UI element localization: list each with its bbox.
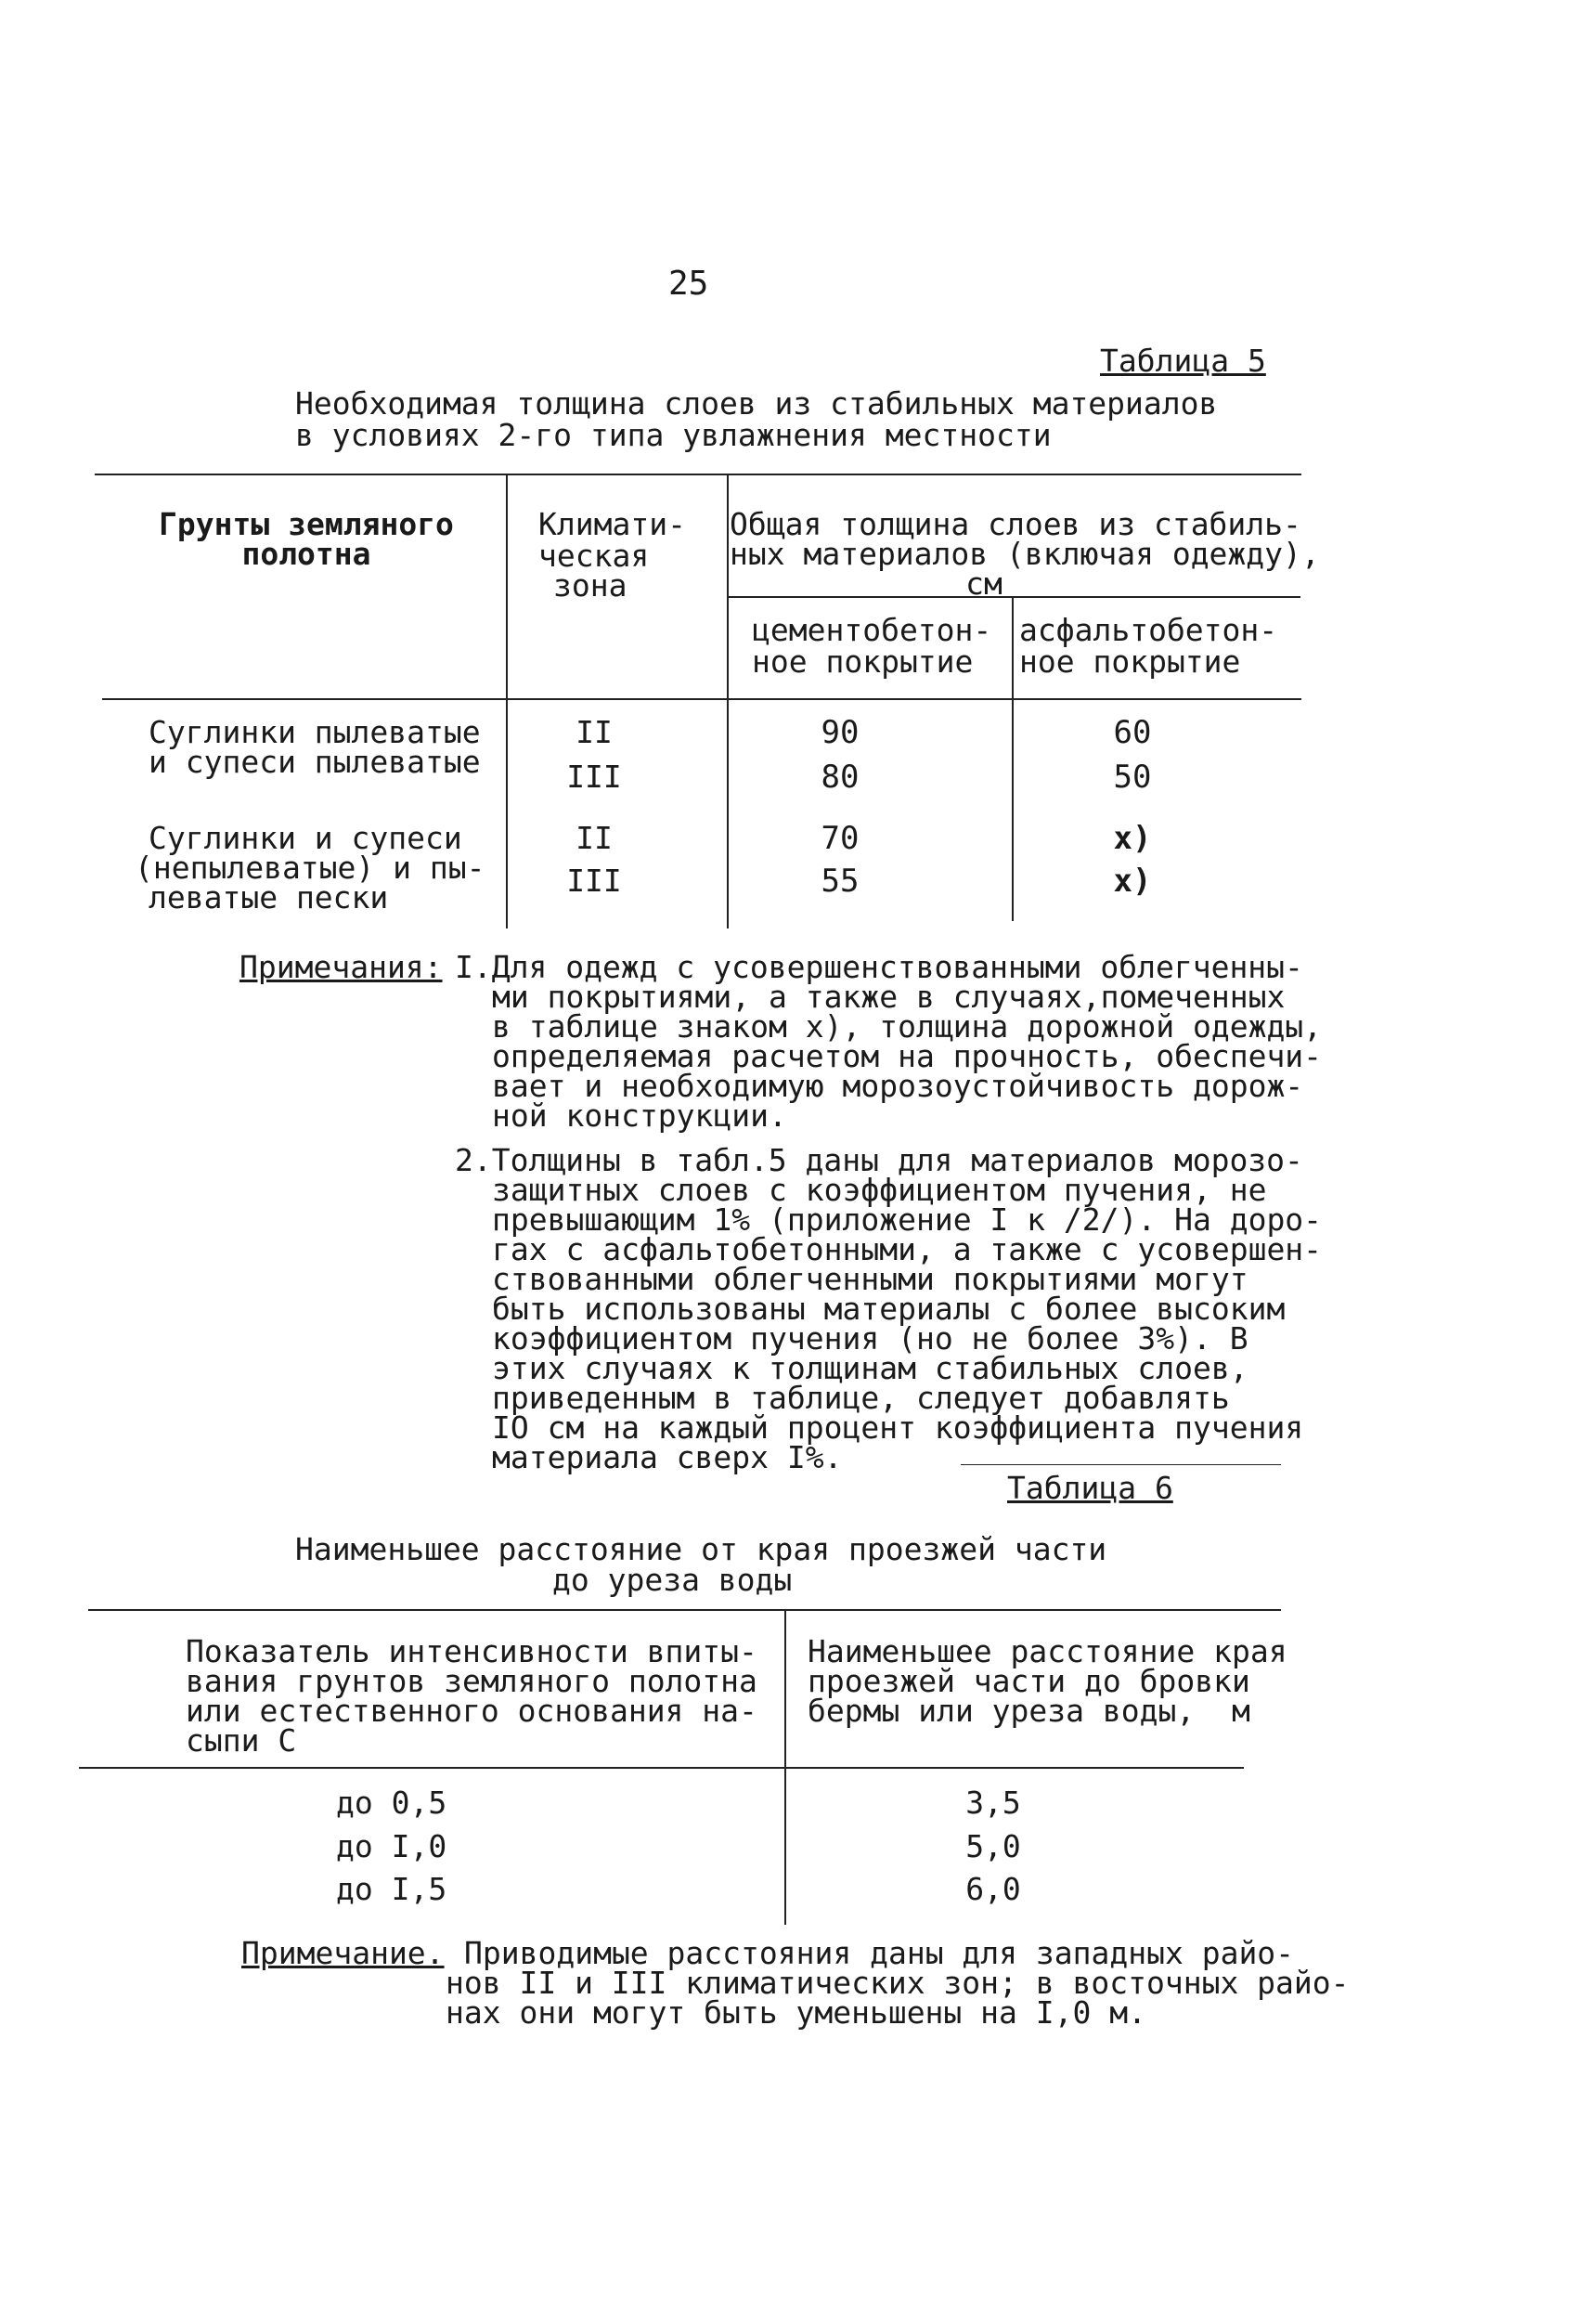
table5-row2-cement-1: 70 <box>821 820 860 857</box>
table5-header-zone-3: зона <box>553 567 627 604</box>
table5-header-zone-1: Климати- <box>538 506 686 542</box>
table6-header-col2-3: бермы или уреза воды, м <box>808 1693 1250 1729</box>
table5-note2-line: материала сверх I%. <box>492 1439 843 1475</box>
table5-note2-line: ствованными облегченными покрытиями могут <box>492 1261 1248 1297</box>
table5-note2-line: защитных слоев с коэффициентом пучения, не <box>492 1172 1267 1208</box>
table5-col-divider-2 <box>727 474 729 928</box>
table5-header-total-3: см <box>965 565 1002 602</box>
table6-note-line: нов II и III климатических зон; в восточных райо- <box>446 1965 1350 2001</box>
table6-row3-indicator: до I,5 <box>336 1871 447 1907</box>
table5-note2-line: приведенным в таблице, следует добавлять <box>492 1380 1230 1416</box>
table5-header-asphalt-1: асфальтобетон- <box>1019 612 1278 648</box>
table5-row1-soil-2: и супеси пылеватые <box>149 744 481 780</box>
table6-row2-indicator: до I,0 <box>336 1828 447 1864</box>
table5-row2-soil-1: Суглинки и супеси <box>149 820 462 856</box>
table6-row1-indicator: до 0,5 <box>336 1785 447 1821</box>
table5-header-zone-2: ческая <box>538 538 650 574</box>
table5-row2-zone-1: II <box>576 820 613 856</box>
table5-note1-line: в таблице знаком x), толщина дорожной одежды, <box>492 1008 1323 1045</box>
table5-header-rule <box>102 698 1301 700</box>
table6-row3-distance: 6,0 <box>965 1871 1021 1907</box>
table5-note2-line: превышающим 1% (приложение I к /2/). На доро- <box>492 1201 1323 1238</box>
table6-top-rule <box>88 1609 1281 1611</box>
table6-header-col1-1: Показатель интенсивности впиты- <box>186 1633 757 1669</box>
table5-note2-line: 2.Толщины в табл.5 даны для материалов морозо- <box>455 1142 1303 1178</box>
table5-header-total-1: Общая толщина слоев из стабиль- <box>730 506 1301 542</box>
table5-note1-line: определяемая расчетом на прочность, обеспечи- <box>492 1038 1323 1074</box>
table6-row2-distance: 5,0 <box>965 1828 1021 1864</box>
table6-header-rule <box>79 1767 1244 1769</box>
table5-header-total-2: ных материалов (включая одежду), <box>730 536 1320 572</box>
table5-note1-line: I.Для одежд с усовершенствованными облегченны- <box>455 949 1303 985</box>
table6-title-line-1: Наименьшее расстояние от края проезжей части <box>295 1531 1107 1567</box>
table6-header-col2-1: Наименьшее расстояние края <box>808 1633 1287 1669</box>
table5-row2-zone-2: III <box>566 863 622 899</box>
table5-header-cement-1: цементобетон- <box>752 612 992 648</box>
table6-note-line: Приводимые расстояния даны для западных райо- <box>464 1935 1295 1971</box>
table6-header-col1-2: вания грунтов земляного полотна <box>186 1663 757 1699</box>
table5-caption: Таблица 5 <box>1100 343 1266 379</box>
table5-col-divider-3 <box>1012 596 1014 921</box>
table5-row2-soil-2: (непылеватые) и пы- <box>135 850 485 886</box>
table5-title-line-2: в условиях 2-го типа увлажнения местности <box>295 417 1052 453</box>
table5-title-line-1: Необходимая толщина слоев из стабильных материалов <box>295 385 1218 422</box>
table6-row1-distance: 3,5 <box>965 1785 1021 1821</box>
table5-row1-soil-1: Суглинки пылеватые <box>149 714 481 750</box>
table6-title-line-2: до уреза воды <box>552 1562 793 1598</box>
table6-note-label: Примечание. <box>241 1935 445 1971</box>
table5-row1-asphalt-2: 50 <box>1113 759 1152 796</box>
table5-note2-line: коэффициентом пучения (но не более 3%). В <box>492 1320 1248 1357</box>
table5-header-cement-2: ное покрытие <box>752 643 974 680</box>
table6-header-col1-3: или естественного основания на- <box>186 1693 757 1729</box>
table6-caption: Таблица 6 <box>1007 1470 1173 1506</box>
table5-row2-cement-2: 55 <box>821 863 860 900</box>
table5-col-divider-1 <box>506 474 508 928</box>
table5-header-soil-2: полотна <box>241 536 371 572</box>
table5-note1-line: ной конструкции. <box>492 1097 787 1134</box>
table5-row2-soil-3: леватые пески <box>149 879 389 915</box>
table5-note2-line: IO см на каждый процент коэффициента пучения <box>492 1409 1304 1446</box>
table5-note1-line: ми покрытиями, а также в случаях,помеченных <box>492 979 1286 1015</box>
table6-header-col2-2: проезжей части до бровки <box>808 1663 1250 1699</box>
table5-note2-line: этих случаях к толщинам стабильных слоев, <box>492 1350 1248 1386</box>
table5-row1-cement-1: 90 <box>821 714 860 751</box>
table5-row1-zone-1: II <box>576 714 613 750</box>
table5-row2-asphalt-2: x) <box>1113 863 1152 900</box>
table5-note2-line: быть использованы материалы с более высоким <box>492 1291 1286 1327</box>
table5-row1-zone-2: III <box>566 759 622 795</box>
table5-row1-cement-2: 80 <box>821 759 860 796</box>
table6-caption-rule <box>961 1464 1281 1465</box>
table5-top-rule <box>95 474 1301 475</box>
table5-header-asphalt-2: ное покрытие <box>1019 643 1241 680</box>
table5-notes-label: Примечания: <box>239 949 443 985</box>
table5-row2-asphalt-1: x) <box>1113 820 1152 857</box>
table6-header-col1-4: сыпи С <box>186 1722 297 1759</box>
table5-note2-line: гах с асфальтобетонными, а также с усовершен- <box>492 1231 1323 1267</box>
table5-note1-line: вает и необходимую морозоустойчивость дорож- <box>492 1068 1304 1104</box>
table5-row1-asphalt-1: 60 <box>1113 714 1152 751</box>
table6-note-line: нах они могут быть уменьшены на I,0 м. <box>446 1994 1146 2031</box>
table5-header-soil-1: Грунты земляного <box>159 506 454 542</box>
page-number: 25 <box>668 265 709 303</box>
